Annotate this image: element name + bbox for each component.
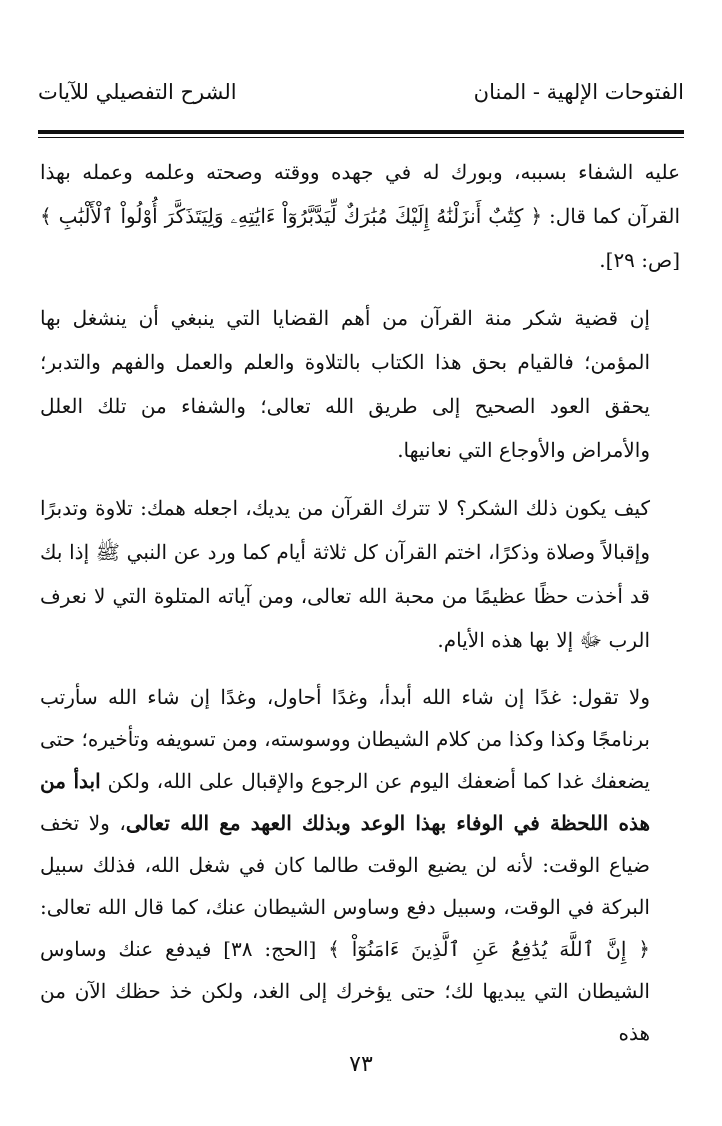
paragraph-1: عليه الشفاء بسببه، وبورك له في جهده ووقته وصحته وعلمه وعمله بهذا القرآن كما قال: ﴿ كِتَٰبٌ أَنزَلْنَٰهُ إِلَيْكَ مُبَٰرَكٌ لِّيَدَّبَّرُوٓاْ ءَايَٰتِهِۦ وَلِيَتَذَكَّرَ أُوْلُواْ ٱلْأَلْبَٰبِ ﴾ [ص: ٢٩]. (40, 160, 680, 272)
page-number: ٧٣ (349, 1052, 373, 1077)
paragraph-4 (40, 676, 680, 1054)
header-rule-thick (38, 130, 684, 134)
paragraph-4-text-a: ولا تقول: غدًا إن شاء الله أبدأ، وغدًا أحاول، وغدًا إن شاء الله سأرتب برنامجًا وكذا وكذا من كلام الشيطان ووسوسته، ومن تسويفه وتأخيره؛ حتى يضعفك غدا كما أضعفك اليوم عن الرجوع والإقبال على الله، ولكن (40, 685, 651, 793)
chapter-title: الشرح التفصيلي للآيات (38, 80, 237, 104)
paragraph-4-text-b: ، ولا تخف ضياع الوقت: لأنه لن يضيع الوقت طالما كان في شغل الله، فذلك سبيل البركة في الوقت، وسبيل دفع وساوس الشيطان عنك، كما قال الله تعالى: ﴿ إِنَّ ٱللَّهَ يُدَٰفِعُ عَنِ ٱلَّذِينَ ءَامَنُوٓاْ ﴾ [الحج: ٣٨] فيدفع عنك وساوس الشيطان التي يبديها لك؛ حتى يؤخرك إلى الغد، ولكن خذ حظك الآن من هذه (40, 811, 650, 1045)
header-rule-thin (38, 137, 684, 138)
paragraph-2: إن قضية شكر منة القرآن من أهم القضايا التي ينبغي أن ينشغل بها المؤمن؛ فالقيام بحق هذا الكتاب بالتلاوة والعلم والعمل والفهم والتدبر؛ يحقق العود الصحيح إلى طريق الله تعالى؛ والشفاء من تلك العلل والأمراض والأوجاع التي نعانيها. (40, 306, 650, 462)
running-header (38, 80, 684, 120)
paragraph-3: كيف يكون ذلك الشكر؟ لا تترك القرآن من يديك، اجعله همك: تلاوة وتدبرًا وإقبالاً وصلاة وذكرًا، اختم القرآن كل ثلاثة أيام كما ورد عن النبي ﷺ إذا بك قد أخذت حظًا عظيمًا من محبة الله تعالى، ومن آياته المتلوة التي لا نعرف الرب ﷻ إلا بها هذه الأيام. (40, 496, 650, 652)
page-body (40, 150, 680, 1068)
paragraph-4-bold: ابدأ من هذه اللحظة في الوفاء بهذا الوعد وبذلك العهد مع الله تعالى (40, 769, 650, 835)
book-title: الفتوحات الإلهية - المنان (473, 80, 684, 104)
